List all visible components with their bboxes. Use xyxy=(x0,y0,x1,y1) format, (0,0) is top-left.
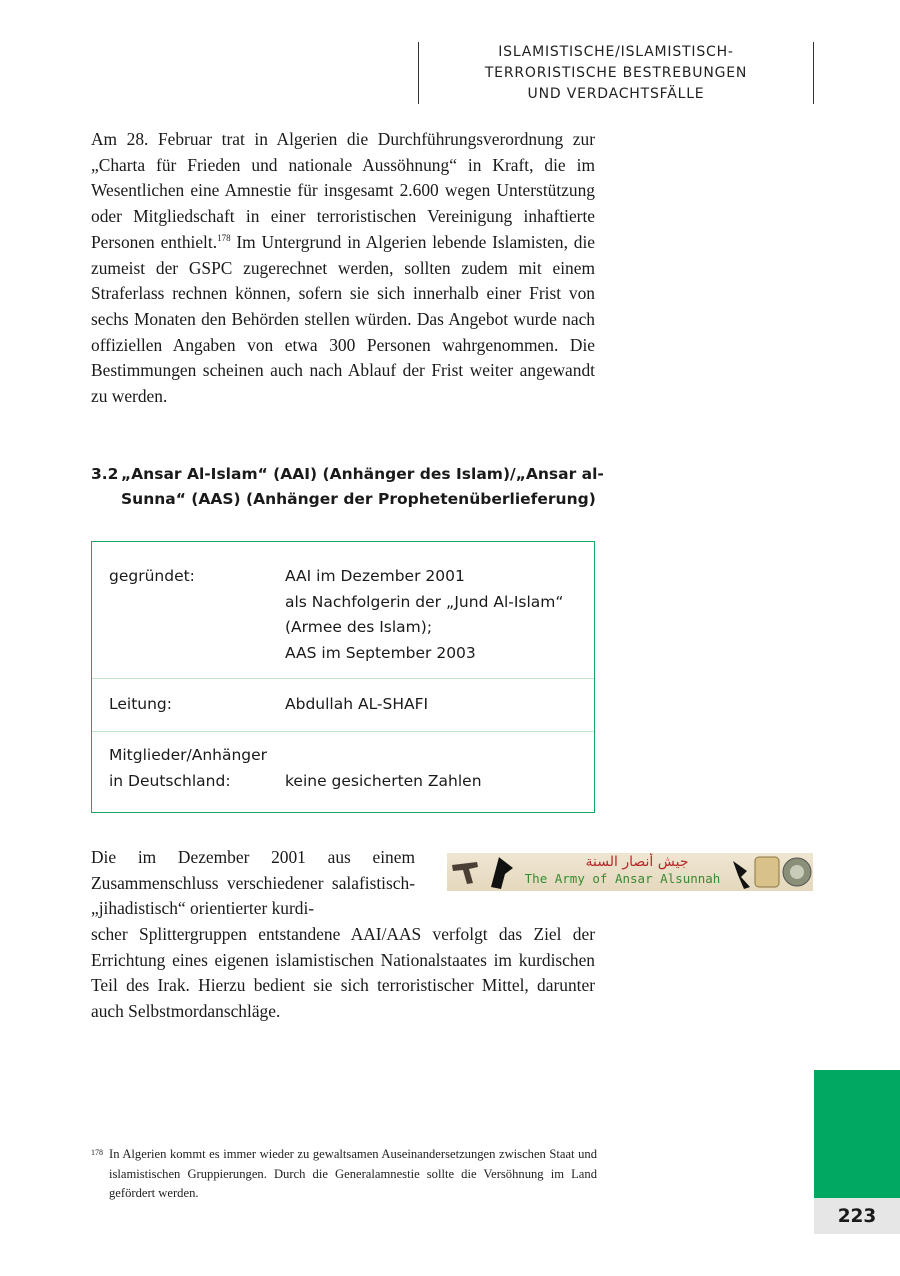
section-heading xyxy=(91,462,604,512)
organization-info-box xyxy=(91,541,595,813)
leadership-label: Leitung: xyxy=(109,695,172,713)
info-row-leadership xyxy=(92,678,594,732)
footnote xyxy=(91,1145,597,1204)
info-row-founded xyxy=(92,542,594,679)
paragraph-aai-part-1: Die im Dezember 2001 aus einem Zusammenschluss verschiedener salafistisch-„jihadistisch“ orientierter kurdi- xyxy=(91,847,415,919)
section-number: 3.2 xyxy=(91,465,119,483)
banner-latin-text: The Army of Ansar Alsunnah xyxy=(524,871,721,886)
running-header xyxy=(418,42,814,104)
footnote-number: 178 xyxy=(91,1148,103,1157)
black-flag-icon-left xyxy=(491,857,513,889)
members-label-line-1: Mitglieder/Anhänger xyxy=(109,746,268,764)
founded-label: gegründet: xyxy=(109,567,195,585)
page-number: 223 xyxy=(814,1198,900,1234)
paragraph-aai-part-2: scher Splittergruppen entstandene AAI/AAS verfolgt das Ziel der Errichtung eines eigenen islamistischen Nationalstaates im kurdischen Teil des Irak. Hierzu bedient sie sich terroristischer Mittel, darunter auch Selbstmordanschläge. xyxy=(91,924,595,1022)
black-flag-icon-right xyxy=(733,861,750,889)
banner-arabic-text: جيش أنصار السنة xyxy=(585,854,689,870)
footnote-text: In Algerien kommt es immer wieder zu gewaltsamen Auseinandersetzungen zwischen Staat und islamistischen Gruppierungen. Durch die Generalamnestie sollte die Versöhnung im Land gefördert werden. xyxy=(109,1147,597,1200)
footnote-reference[interactable]: 178 xyxy=(217,233,231,244)
header-line-2: TERRORISTISCHE BESTREBUNGEN xyxy=(484,65,748,81)
founded-line-4: AAS im September 2003 xyxy=(285,644,476,663)
members-label xyxy=(109,743,284,794)
rifle-icon xyxy=(452,862,478,884)
founded-value xyxy=(285,564,585,667)
section-title-line-1: „Ansar Al-Islam“ (AAI) (Anhänger des Islam)/„Ansar al- xyxy=(121,465,604,483)
ansar-alsunnah-banner-image xyxy=(447,853,813,891)
green-section-tab xyxy=(814,1070,900,1198)
paragraph-charta-text-1: Am 28. Februar trat in Algerien die Durchführungsverordnung zur „Charta für Frieden und nationale Aussöhnung“ in Kraft, die im Wesentlichen eine Amnestie für insgesamt 2.600 wegen Unterstützung oder Mitgliedschaft in einer terroristischen Vereinigung inhaftierte Personen enthielt. xyxy=(91,129,595,252)
members-value: keine gesicherten Zahlen xyxy=(285,772,482,790)
paragraph-charta-text-2: Im Untergrund in Algerien lebende Islamisten, die zumeist der GSPC zugerechnet werden, sollten zudem mit einem Straferlass rechnen können, sofern sie sich innerhalb einer Frist von sechs Monaten den Behörden stellen würden. Das Angebot wurde nach offiziellen Angaben von etwa 300 Personen wahrgenommen. Die Bestimmungen scheinen auch nach Ablauf der Frist weiter angewandt zu werden. xyxy=(91,231,595,407)
info-row-members xyxy=(92,731,594,812)
founded-line-2: als Nachfolgerin der „Jund Al-Islam“ xyxy=(285,592,564,611)
paragraph-charta xyxy=(91,127,595,410)
founded-line-1: AAI im Dezember 2001 xyxy=(285,567,465,585)
section-title-line-2: Sunna“ (AAS) (Anhänger der Prophetenüberlieferung) xyxy=(121,490,596,508)
header-line-1: ISLAMISTISCHE/ISLAMISTISCH- xyxy=(498,44,734,60)
sunni-emblem-icon xyxy=(755,857,779,887)
members-label-line-2: in Deutschland: xyxy=(109,771,231,790)
header-line-3: UND VERDACHTSFÄLLE xyxy=(527,86,705,102)
founded-line-3: (Armee des Islam); xyxy=(285,618,433,637)
leadership-value: Abdullah AL-SHAFI xyxy=(285,695,429,713)
